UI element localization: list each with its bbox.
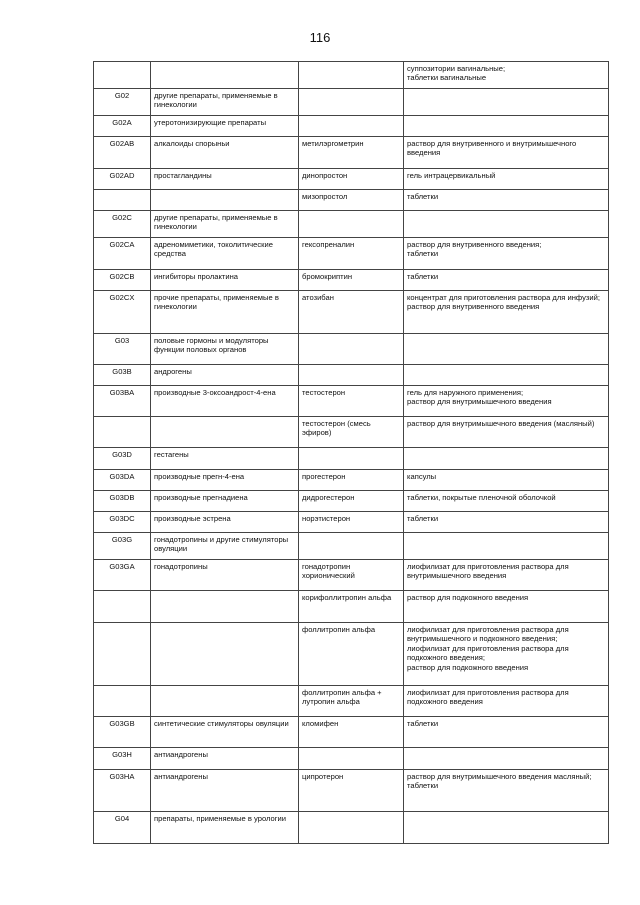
pharmacological-group-cell <box>151 417 299 448</box>
atc-code-cell: G02AB <box>94 137 151 169</box>
dosage-form-cell <box>404 365 609 386</box>
atc-code-cell: G03GA <box>94 560 151 591</box>
dosage-form-cell <box>404 812 609 844</box>
dosage-form-cell: концентрат для приготовления раствора для инфузий; раствор для внутривенного введения <box>404 291 609 334</box>
table-row <box>94 717 609 748</box>
drug-name-cell <box>299 812 404 844</box>
drug-name-cell: кломифен <box>299 717 404 748</box>
atc-code-cell: G03BA <box>94 386 151 417</box>
dosage-form-cell <box>404 533 609 560</box>
pharmacological-group-cell: гонадотропины и другие стимуляторы овуляции <box>151 533 299 560</box>
atc-code-cell <box>94 686 151 717</box>
pharmacological-group-cell: ингибиторы пролактина <box>151 270 299 291</box>
pharmacological-group-cell: другие препараты, применяемые в гинекологии <box>151 89 299 116</box>
atc-code-cell <box>94 417 151 448</box>
atc-code-cell: G03G <box>94 533 151 560</box>
pharmacological-group-cell: производные 3-оксоандрост-4-ена <box>151 386 299 417</box>
pharmacological-group-cell: препараты, применяемые в урологии <box>151 812 299 844</box>
atc-code-cell: G03D <box>94 448 151 470</box>
drug-name-cell <box>299 748 404 770</box>
atc-code-cell: G03DA <box>94 470 151 491</box>
drug-name-cell <box>299 448 404 470</box>
table-row <box>94 448 609 470</box>
table-row <box>94 169 609 190</box>
drug-name-cell <box>299 89 404 116</box>
dosage-form-cell: раствор для внутримышечного введения масляный; таблетки <box>404 770 609 812</box>
dosage-form-cell: лиофилизат для приготовления раствора для подкожного введения <box>404 686 609 717</box>
atc-code-cell: G03B <box>94 365 151 386</box>
table-row <box>94 748 609 770</box>
drug-name-cell: гексопреналин <box>299 238 404 270</box>
page-number: 116 <box>309 30 331 45</box>
drug-name-cell: атозибан <box>299 291 404 334</box>
table-row <box>94 470 609 491</box>
table-row <box>94 190 609 211</box>
drug-name-cell <box>299 116 404 137</box>
table-row <box>94 386 609 417</box>
drug-name-cell: бромокриптин <box>299 270 404 291</box>
dosage-form-cell: раствор для внутривенного и внутримышечного введения <box>404 137 609 169</box>
dosage-form-cell: раствор для внутримышечного введения (масляный) <box>404 417 609 448</box>
atc-code-cell <box>94 190 151 211</box>
table-row <box>94 365 609 386</box>
atc-code-cell: G03HA <box>94 770 151 812</box>
table-row <box>94 512 609 533</box>
dosage-form-cell: таблетки, покрытые пленочной оболочкой <box>404 491 609 512</box>
table-row <box>94 770 609 812</box>
pharmacological-group-cell: адреномиметики, токолитические средства <box>151 238 299 270</box>
pharmacological-group-cell: гонадотропины <box>151 560 299 591</box>
atc-code-cell: G03DB <box>94 491 151 512</box>
drug-name-cell: дидрогестерон <box>299 491 404 512</box>
table-row <box>94 686 609 717</box>
dosage-form-cell: лиофилизат для приготовления раствора для внутримышечного и подкожного введения; лиофилизат для приготовления раствора для подкожного введения; раствор для подкожного введения <box>404 623 609 686</box>
atc-code-cell <box>94 623 151 686</box>
dosage-form-cell <box>404 211 609 238</box>
atc-code-cell: G02CX <box>94 291 151 334</box>
table-row <box>94 591 609 623</box>
dosage-form-cell <box>404 748 609 770</box>
table-row <box>94 623 609 686</box>
atc-code-cell: G02A <box>94 116 151 137</box>
pharmacological-group-cell: прочие препараты, применяемые в гинекологии <box>151 291 299 334</box>
pharmacological-group-cell: производные прегнадиена <box>151 491 299 512</box>
drug-name-cell: норэтистерон <box>299 512 404 533</box>
pharmacological-group-cell: производные прегн-4-ена <box>151 470 299 491</box>
table-row <box>94 417 609 448</box>
pharmacological-group-cell <box>151 686 299 717</box>
drug-name-cell: мизопростол <box>299 190 404 211</box>
drug-name-cell: фоллитропин альфа + лутропин альфа <box>299 686 404 717</box>
pharmacological-group-cell: половые гормоны и модуляторы функции половых органов <box>151 334 299 365</box>
table-row <box>94 211 609 238</box>
drug-name-cell <box>299 334 404 365</box>
table-row <box>94 238 609 270</box>
atc-code-cell: G02CB <box>94 270 151 291</box>
atc-code-cell: G02CA <box>94 238 151 270</box>
drug-name-cell <box>299 211 404 238</box>
drug-name-cell <box>299 62 404 89</box>
atc-code-cell <box>94 62 151 89</box>
dosage-form-cell: гель интрацервикальный <box>404 169 609 190</box>
pharmacological-group-cell: производные эстрена <box>151 512 299 533</box>
pharmacological-group-cell: антиандрогены <box>151 770 299 812</box>
dosage-form-cell <box>404 89 609 116</box>
dosage-form-cell: капсулы <box>404 470 609 491</box>
dosage-form-cell: таблетки <box>404 270 609 291</box>
drug-table-body <box>94 62 609 844</box>
pharmacological-group-cell: алкалоиды спорыньи <box>151 137 299 169</box>
pharmacological-group-cell <box>151 591 299 623</box>
atc-code-cell: G02 <box>94 89 151 116</box>
table-row <box>94 89 609 116</box>
pharmacological-group-cell: другие препараты, применяемые в гинекологии <box>151 211 299 238</box>
atc-code-cell: G03GB <box>94 717 151 748</box>
atc-code-cell: G03H <box>94 748 151 770</box>
pharmacological-group-cell <box>151 190 299 211</box>
atc-code-cell: G03 <box>94 334 151 365</box>
drug-name-cell: фоллитропин альфа <box>299 623 404 686</box>
pharmacological-group-cell: андрогены <box>151 365 299 386</box>
atc-code-cell <box>94 591 151 623</box>
pharmacological-group-cell: гестагены <box>151 448 299 470</box>
drug-name-cell: ципротерон <box>299 770 404 812</box>
table-row <box>94 491 609 512</box>
dosage-form-cell <box>404 116 609 137</box>
pharmacological-group-cell: утеротонизирующие препараты <box>151 116 299 137</box>
pharmacological-group-cell <box>151 623 299 686</box>
table-row <box>94 334 609 365</box>
table-row <box>94 137 609 169</box>
dosage-form-cell <box>404 448 609 470</box>
dosage-form-cell: лиофилизат для приготовления раствора для внутримышечного введения <box>404 560 609 591</box>
pharmacological-group-cell <box>151 62 299 89</box>
dosage-form-cell: таблетки <box>404 512 609 533</box>
atc-code-cell: G03DC <box>94 512 151 533</box>
table-row <box>94 62 609 89</box>
drug-name-cell <box>299 533 404 560</box>
dosage-form-cell: раствор для внутривенного введения; таблетки <box>404 238 609 270</box>
drug-name-cell: гонадотропин хорионический <box>299 560 404 591</box>
drug-name-cell: корифоллитропин альфа <box>299 591 404 623</box>
drug-name-cell: прогестерон <box>299 470 404 491</box>
table-row <box>94 270 609 291</box>
dosage-form-cell: таблетки <box>404 190 609 211</box>
drug-name-cell: метилэргометрин <box>299 137 404 169</box>
dosage-form-cell: раствор для подкожного введения <box>404 591 609 623</box>
dosage-form-cell: гель для наружного применения; раствор для внутримышечного введения <box>404 386 609 417</box>
dosage-form-cell: суппозитории вагинальные; таблетки вагинальные <box>404 62 609 89</box>
dosage-form-cell <box>404 334 609 365</box>
table-row <box>94 812 609 844</box>
table-row <box>94 116 609 137</box>
table-row <box>94 560 609 591</box>
drug-name-cell <box>299 365 404 386</box>
dosage-form-cell: таблетки <box>404 717 609 748</box>
pharmacological-group-cell: синтетические стимуляторы овуляции <box>151 717 299 748</box>
table-row <box>94 291 609 334</box>
drug-name-cell: динопростон <box>299 169 404 190</box>
drug-name-cell: тестостерон <box>299 386 404 417</box>
pharmacological-group-cell: простагландины <box>151 169 299 190</box>
drug-name-cell: тестостерон (смесь эфиров) <box>299 417 404 448</box>
atc-code-cell: G02C <box>94 211 151 238</box>
table-row <box>94 533 609 560</box>
atc-code-cell: G04 <box>94 812 151 844</box>
pharmacological-group-cell: антиандрогены <box>151 748 299 770</box>
drug-table <box>93 61 609 844</box>
atc-code-cell: G02AD <box>94 169 151 190</box>
